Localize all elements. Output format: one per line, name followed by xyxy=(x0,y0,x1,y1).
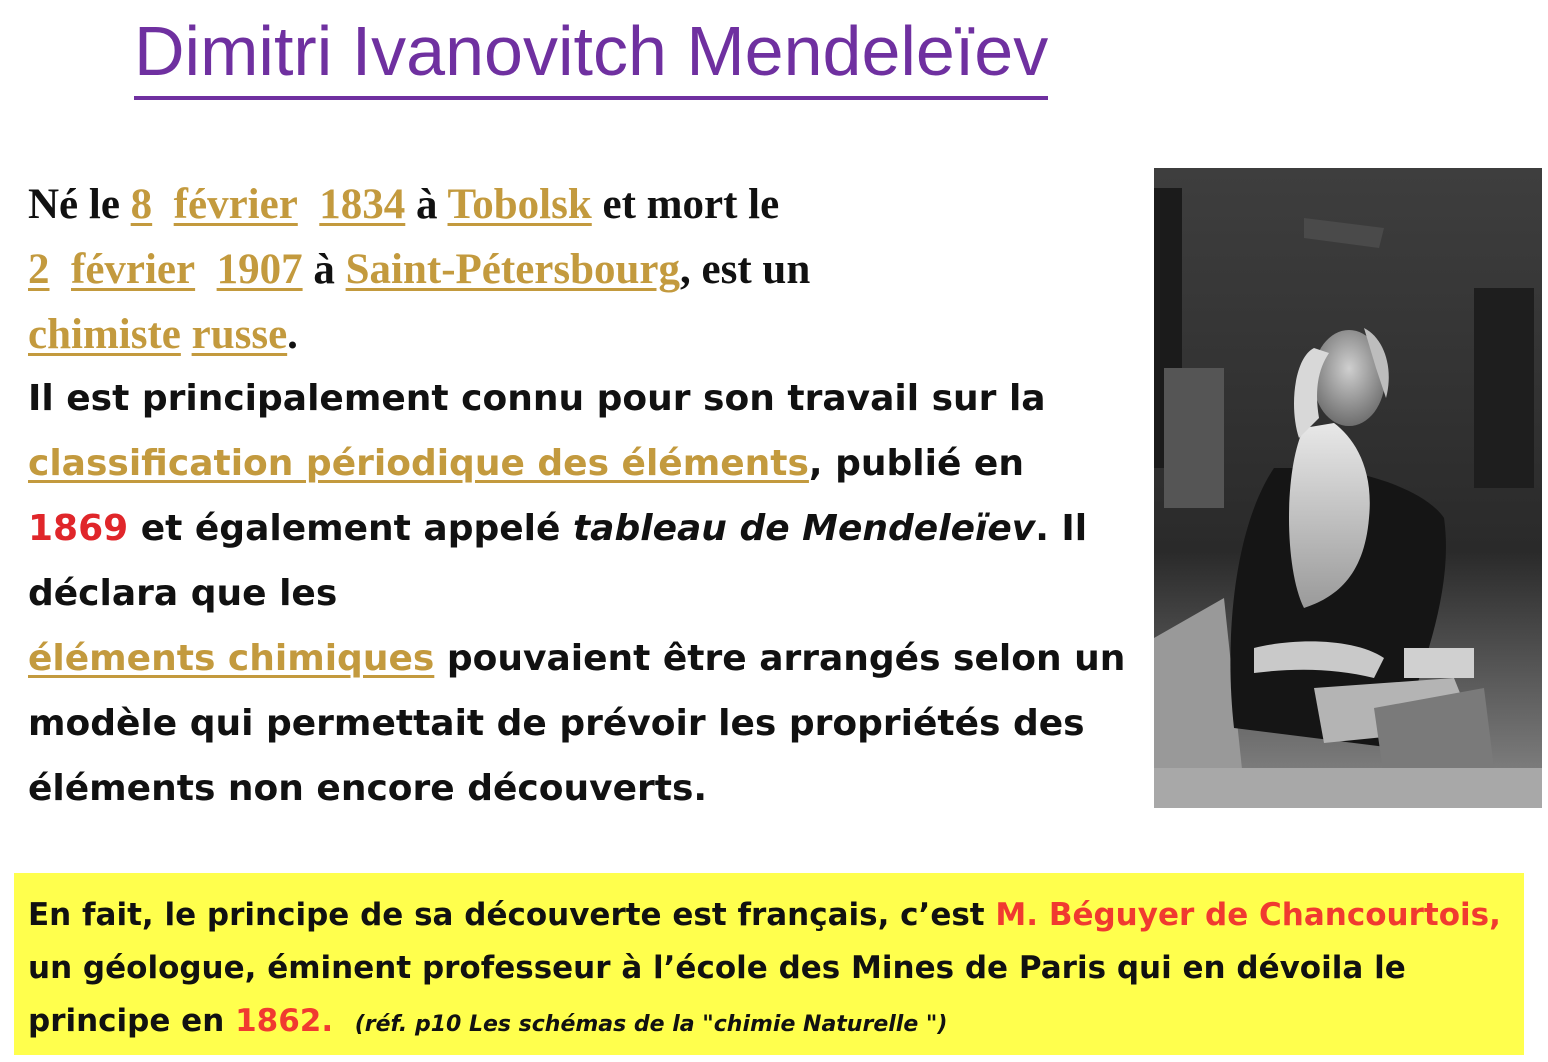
body-text: pouvaient être arrangés selon un modèle qui permettait de prévoir les propriétés des éléments non encore découverts. xyxy=(28,638,1126,809)
year-1869: 1869 xyxy=(28,508,129,549)
link-profession[interactable]: chimiste xyxy=(28,311,181,358)
note-text: un géologue, éminent professeur à l’école des Mines de Paris qui en dévoila le principe en xyxy=(28,950,1406,1039)
link-periodic-classification[interactable]: classification périodique des éléments xyxy=(28,443,809,484)
portrait-photo xyxy=(1154,168,1542,808)
intro-text: . xyxy=(287,311,298,358)
link-nationality[interactable]: russe xyxy=(191,311,288,358)
main-paragraph xyxy=(28,366,1153,821)
intro-text: à xyxy=(302,246,346,293)
intro-text: à xyxy=(405,181,448,228)
link-birth-year[interactable]: 1834 xyxy=(319,181,406,228)
link-death-month[interactable]: février xyxy=(71,246,196,293)
link-birth-city[interactable]: Tobolsk xyxy=(447,181,592,228)
note-reference: (réf. p10 Les schémas de la "chimie Naturelle ") xyxy=(354,1012,948,1037)
note-person-name: M. Béguyer de Chancourtois, xyxy=(995,897,1501,933)
table-name-italic: tableau de Mendeleïev xyxy=(572,508,1036,549)
highlight-note xyxy=(14,873,1524,1055)
note-year: 1862. xyxy=(235,1003,334,1039)
link-birth-month[interactable]: février xyxy=(173,181,298,228)
body-text: et également appelé xyxy=(128,508,573,549)
link-death-day[interactable]: 2 xyxy=(28,246,50,293)
intro-text: , est un xyxy=(680,246,811,293)
link-death-year[interactable]: 1907 xyxy=(216,246,303,293)
intro-text: Né le xyxy=(28,181,131,228)
note-text: En fait, le principe de sa découverte est français, c’est xyxy=(28,897,996,933)
body-text: , publié en xyxy=(808,443,1024,484)
page-title: Dimitri Ivanovitch Mendeleïev xyxy=(134,8,1048,100)
link-chemical-elements[interactable]: éléments chimiques xyxy=(28,638,435,679)
link-birth-day[interactable]: 8 xyxy=(130,181,153,228)
body-text: Il est principalement connu pour son travail sur la xyxy=(28,378,1046,419)
body-text: . Il déclara que les xyxy=(28,508,1088,614)
link-death-city[interactable]: Saint-Pétersbourg xyxy=(345,246,681,293)
intro-text: et mort le xyxy=(591,181,780,228)
intro-paragraph xyxy=(28,172,1148,367)
